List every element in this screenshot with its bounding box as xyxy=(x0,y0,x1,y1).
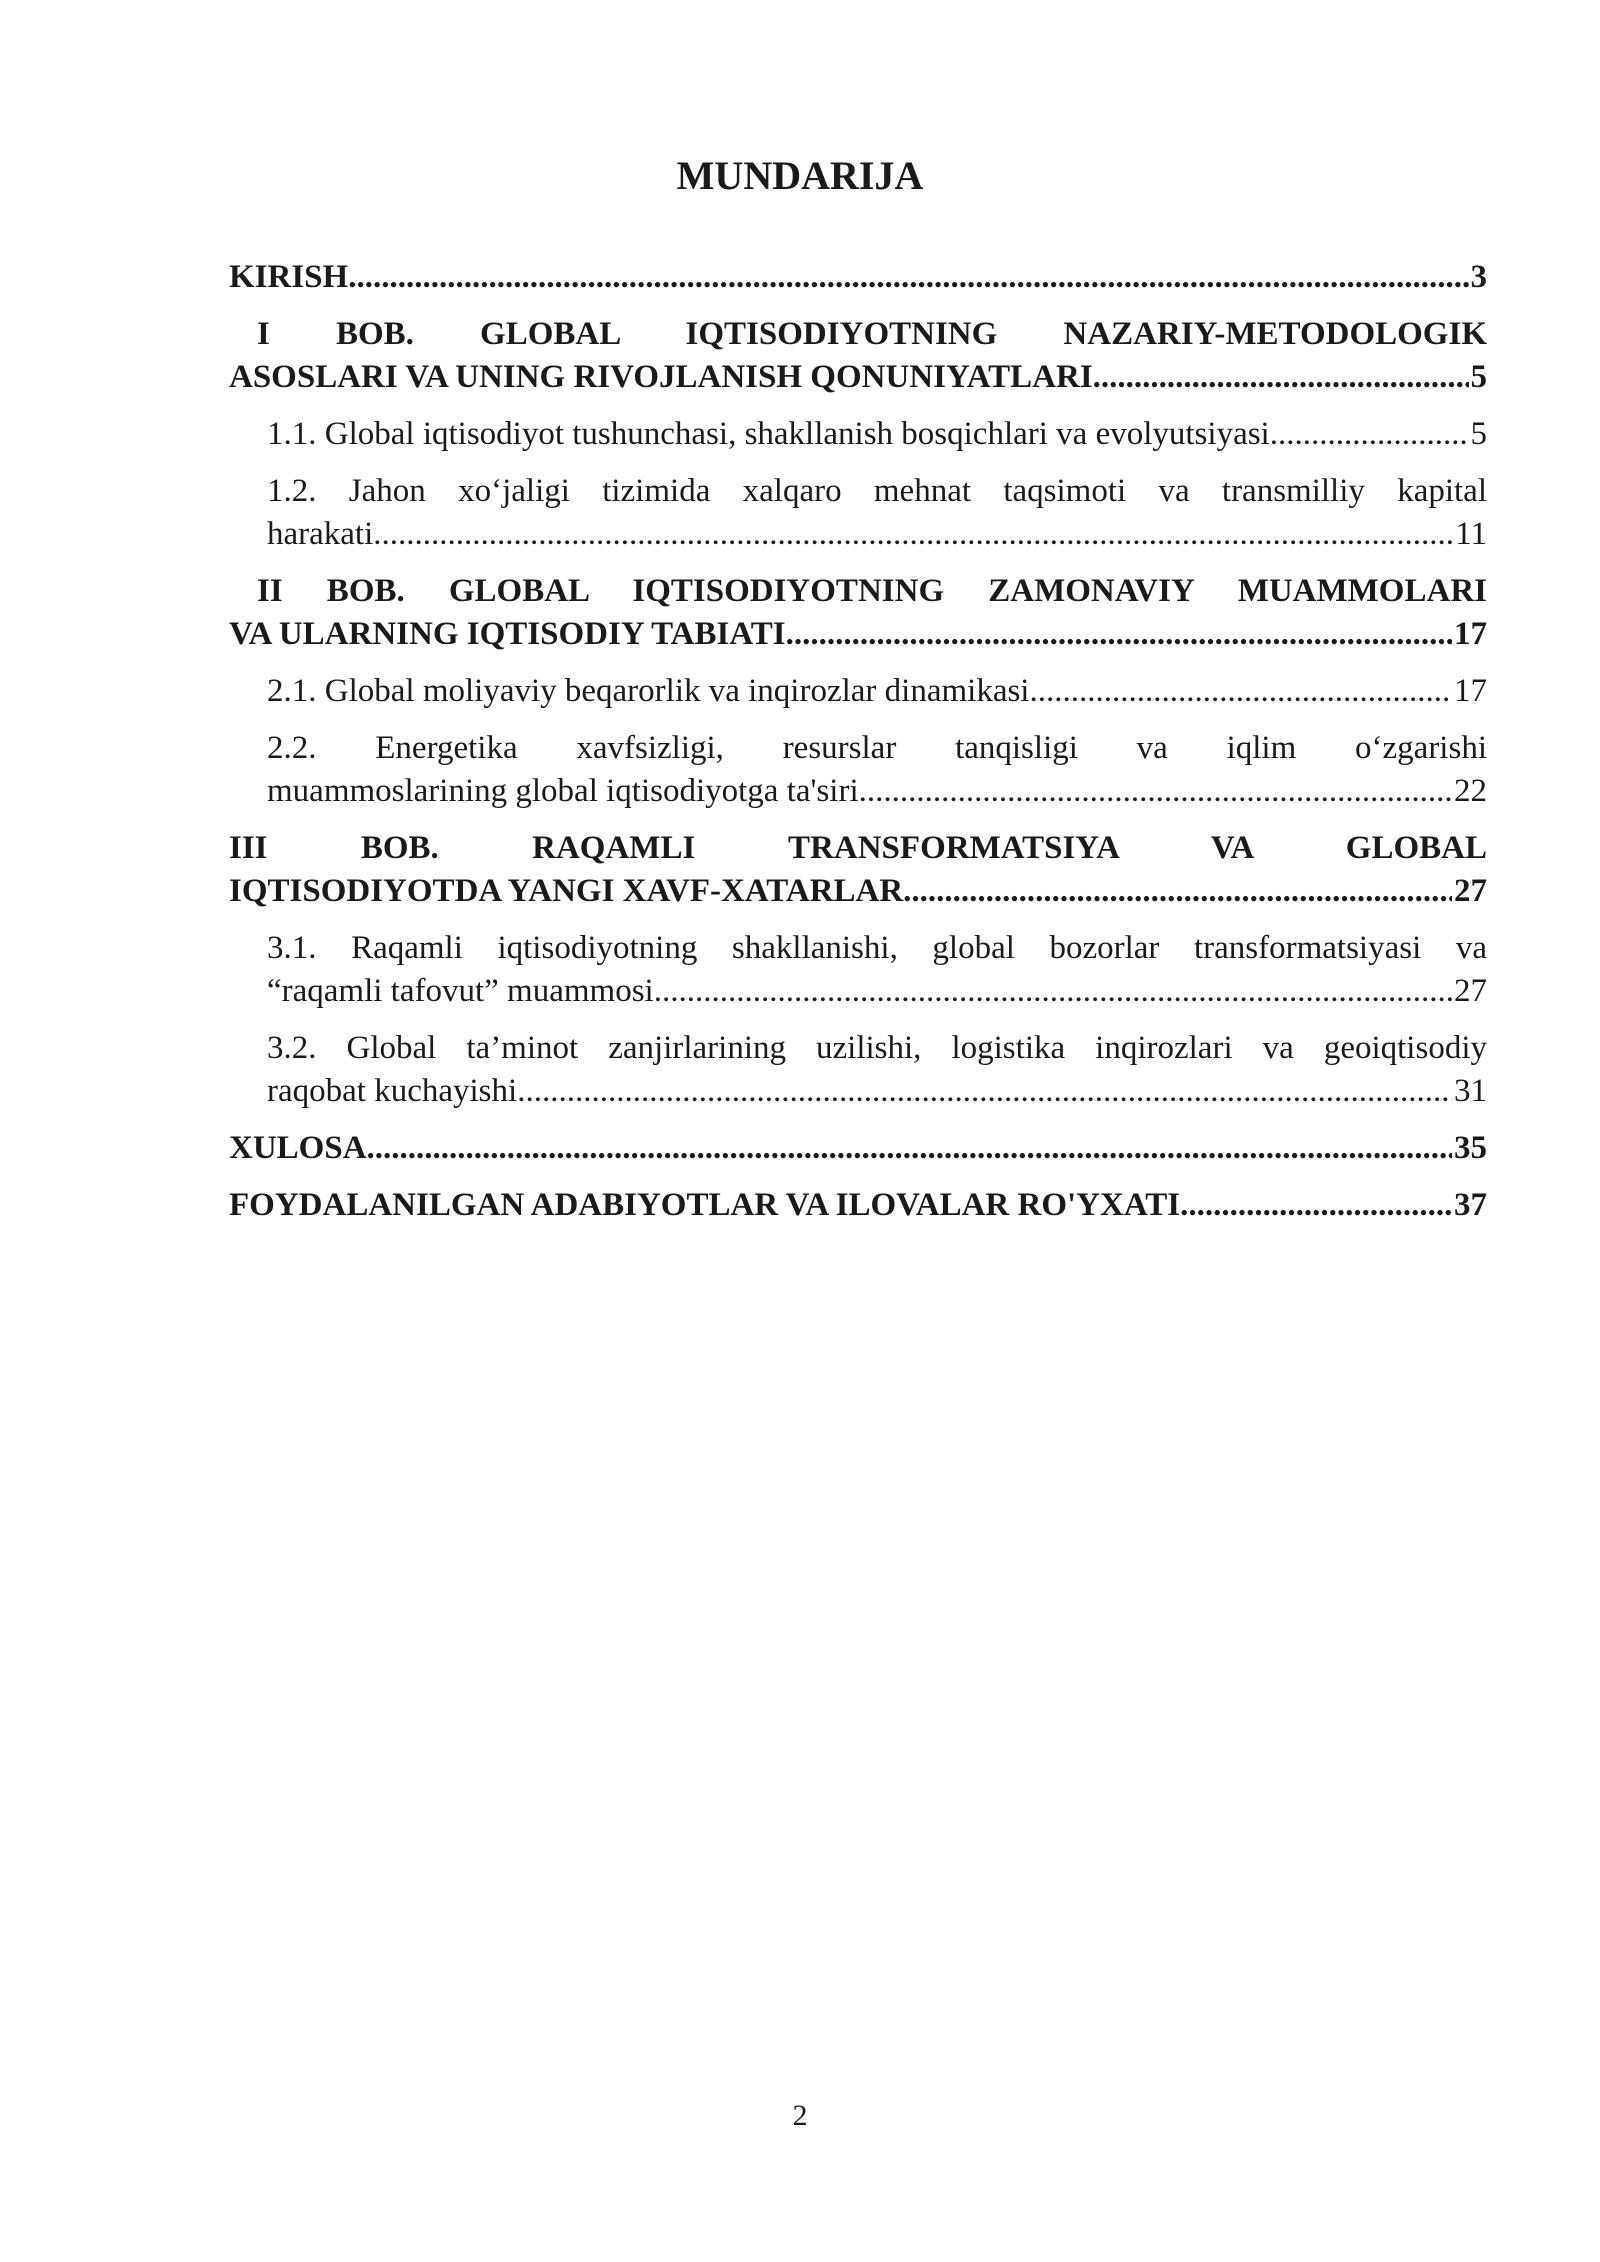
toc-entry-title: KIRISH xyxy=(229,259,349,295)
dot-leader xyxy=(373,513,1453,556)
toc-page-number: 3 xyxy=(1470,259,1487,295)
toc-entry-title: FOYDALANILGAN ADABIYOTLAR VA ILOVALAR RO'YXATI xyxy=(229,1187,1181,1223)
toc-entry-kirish[interactable] xyxy=(229,256,1487,299)
toc-entry-bibliography[interactable] xyxy=(229,1184,1487,1227)
toc-entry-title-line1: 3.1. Raqamli iqtisodiyotning shakllanishi, global bozorlar transformatsiyasi va xyxy=(267,930,1487,966)
toc-entry-xulosa[interactable] xyxy=(229,1127,1487,1170)
toc-page-number: 37 xyxy=(1454,1187,1487,1223)
toc-entry-section-3-1[interactable] xyxy=(267,927,1487,1013)
page-number: 2 xyxy=(792,2099,808,2132)
dot-leader xyxy=(786,613,1452,656)
toc-entry-section-2-2[interactable] xyxy=(267,727,1487,813)
toc-entry-title: XULOSA xyxy=(229,1130,367,1166)
toc-entry-chapter-3[interactable] xyxy=(229,827,1487,913)
dot-leader xyxy=(859,770,1452,813)
toc-page-number: 17 xyxy=(1454,616,1487,652)
toc-entry-title: 2.1. Global moliyaviy beqarorlik va inqirozlar dinamikasi xyxy=(267,673,1030,709)
toc-entry-chapter-1[interactable] xyxy=(229,313,1487,399)
toc-entry-title-line1: I BOB. GLOBAL IQTISODIYOTNING NAZARIY-METODOLOGIK xyxy=(257,316,1487,352)
dot-leader xyxy=(517,1070,1452,1113)
dot-leader xyxy=(1180,1184,1452,1227)
toc-entry-title-line1: II BOB. GLOBAL IQTISODIYOTNING ZAMONAVIY MUAMMOLARI xyxy=(257,573,1487,609)
dot-leader xyxy=(654,970,1452,1013)
toc-page-number: 17 xyxy=(1454,673,1487,709)
toc-page-number: 5 xyxy=(1470,416,1487,452)
dot-leader xyxy=(1270,413,1469,456)
toc-entry-title-line1: III BOB. RAQAMLI TRANSFORMATSIYA VA GLOBAL xyxy=(229,830,1487,866)
toc-entry-title-line1: 1.2. Jahon xo‘jaligi tizimida xalqaro mehnat taqsimoti va transmilliy kapital xyxy=(267,473,1487,509)
toc-entry-title-line1: 2.2. Energetika xavfsizligi, resurslar tanqisligi va iqlim o‘zgarishi xyxy=(267,730,1487,766)
toc-entry-title-line2: raqobat kuchayishi xyxy=(267,1073,518,1109)
toc-page-number: 5 xyxy=(1470,359,1487,395)
toc-entry-title-line2: “raqamli tafovut” muammosi xyxy=(267,973,654,1009)
dot-leader xyxy=(1093,356,1469,399)
toc-page-number: 11 xyxy=(1455,516,1487,552)
toc-page-number: 27 xyxy=(1454,873,1487,909)
toc-page-number: 22 xyxy=(1454,773,1487,809)
toc-entry-title: 1.1. Global iqtisodiyot tushunchasi, shakllanish bosqichlari va evolyutsiyasi xyxy=(267,416,1270,452)
toc-entry-section-2-1[interactable] xyxy=(267,670,1487,713)
toc-entry-title-line2: IQTISODIYOTDA YANGI XAVF-XATARLAR xyxy=(229,873,904,909)
dot-leader xyxy=(1029,670,1452,713)
toc-page-number: 27 xyxy=(1454,973,1487,1009)
toc-entry-section-3-2[interactable] xyxy=(267,1027,1487,1113)
toc-entry-title-line2: VA ULARNING IQTISODIY TABIATI xyxy=(229,616,786,652)
page-title: MUNDARIJA xyxy=(676,153,924,198)
toc-entry-section-1-1[interactable] xyxy=(267,413,1487,456)
dot-leader xyxy=(367,1127,1452,1170)
table-of-contents xyxy=(229,256,1487,1241)
toc-page-number: 35 xyxy=(1454,1130,1487,1166)
toc-entry-title-line2: ASOSLARI VA UNING RIVOJLANISH QONUNIYATLARI xyxy=(229,359,1093,395)
toc-entry-title-line2: harakati xyxy=(267,516,374,552)
dot-leader xyxy=(903,870,1452,913)
dot-leader xyxy=(348,256,1468,299)
toc-page-number: 31 xyxy=(1454,1073,1487,1109)
toc-entry-chapter-2[interactable] xyxy=(229,570,1487,656)
toc-entry-title-line1: 3.2. Global ta’minot zanjirlarining uzilishi, logistika inqirozlari va geoiqtisodiy xyxy=(267,1030,1487,1066)
toc-entry-title-line2: muammoslarining global iqtisodiyotga ta'siri xyxy=(267,773,859,809)
toc-entry-section-1-2[interactable] xyxy=(267,470,1487,556)
